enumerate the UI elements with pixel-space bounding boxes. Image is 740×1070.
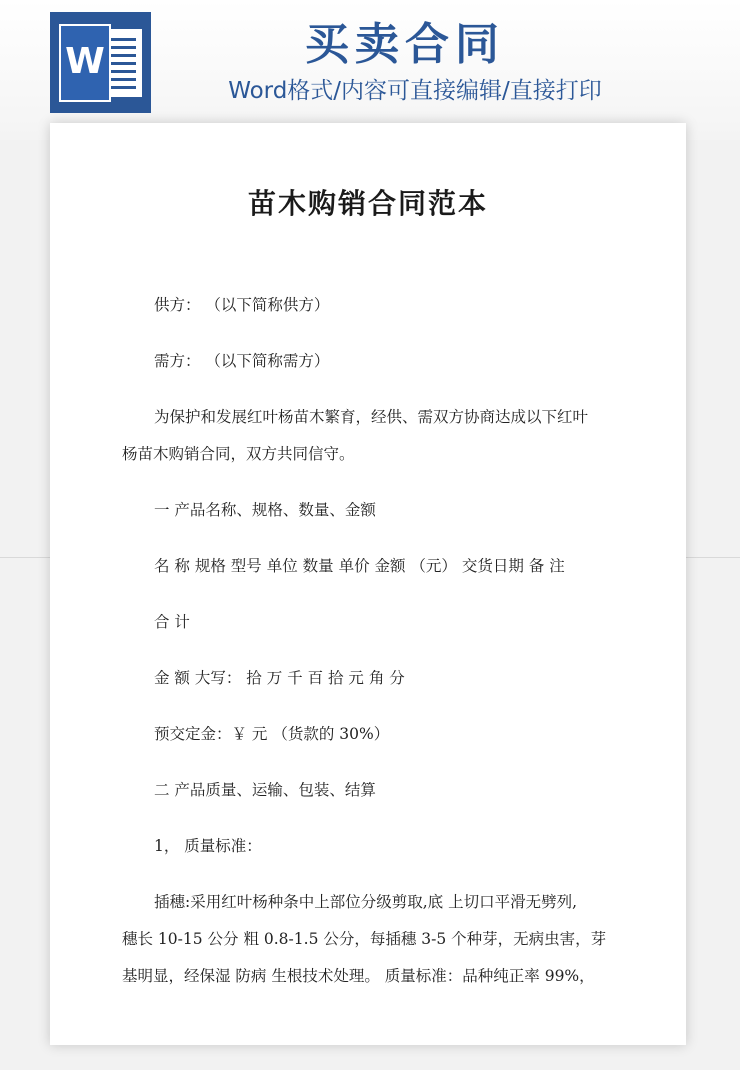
quality-standard-item: 1， 质量标准： xyxy=(154,837,262,855)
cutting-spec-line-3: 基明显，经保湿 防病 生根技术处理。 质量标准：品种纯正率 99%， xyxy=(122,967,595,985)
cutting-spec-line-2: 穗长 10-15 公分 粗 0.8-1.5 公分，每插穗 3-5 个种芽，无病虫害，芽 xyxy=(122,930,607,948)
banner-subtitle: Word格式/内容可直接编辑/直接打印 xyxy=(228,78,602,104)
table-header-line: 名 称 规格 型号 单位 数量 单价 金额 （元） 交货日期 备 注 xyxy=(154,557,565,575)
cutting-spec-line-1: 插穗:采用红叶杨种条中上部位分级剪取,底 上切口平滑无劈列, xyxy=(154,893,578,911)
document-page xyxy=(50,123,686,1045)
total-line: 合 计 xyxy=(154,613,190,631)
logo-letter: W xyxy=(65,41,105,82)
amount-in-words-line: 金 额 大写： 拾 万 千 百 拾 元 角 分 xyxy=(154,669,405,687)
intro-line-2: 杨苗木购销合同，双方共同信守。 xyxy=(122,445,355,463)
deposit-line: 预交定金：￥ 元 （货款的 30%） xyxy=(154,725,390,743)
section-1-heading: 一 产品名称、规格、数量、金额 xyxy=(154,501,376,519)
w-letter-tile xyxy=(59,24,111,102)
document-title: 苗木购销合同范本 xyxy=(247,187,488,220)
buyer-line: 需方： （以下简称需方） xyxy=(154,352,330,370)
banner-title: 买卖合同 xyxy=(305,19,505,70)
intro-line-1: 为保护和发展红叶杨苗木繁育，经供、需双方协商达成以下红叶 xyxy=(154,408,589,426)
word-logo-icon xyxy=(50,12,151,113)
supplier-line: 供方： （以下简称供方） xyxy=(154,296,330,314)
section-2-heading: 二 产品质量、运输、包装、结算 xyxy=(154,781,376,799)
